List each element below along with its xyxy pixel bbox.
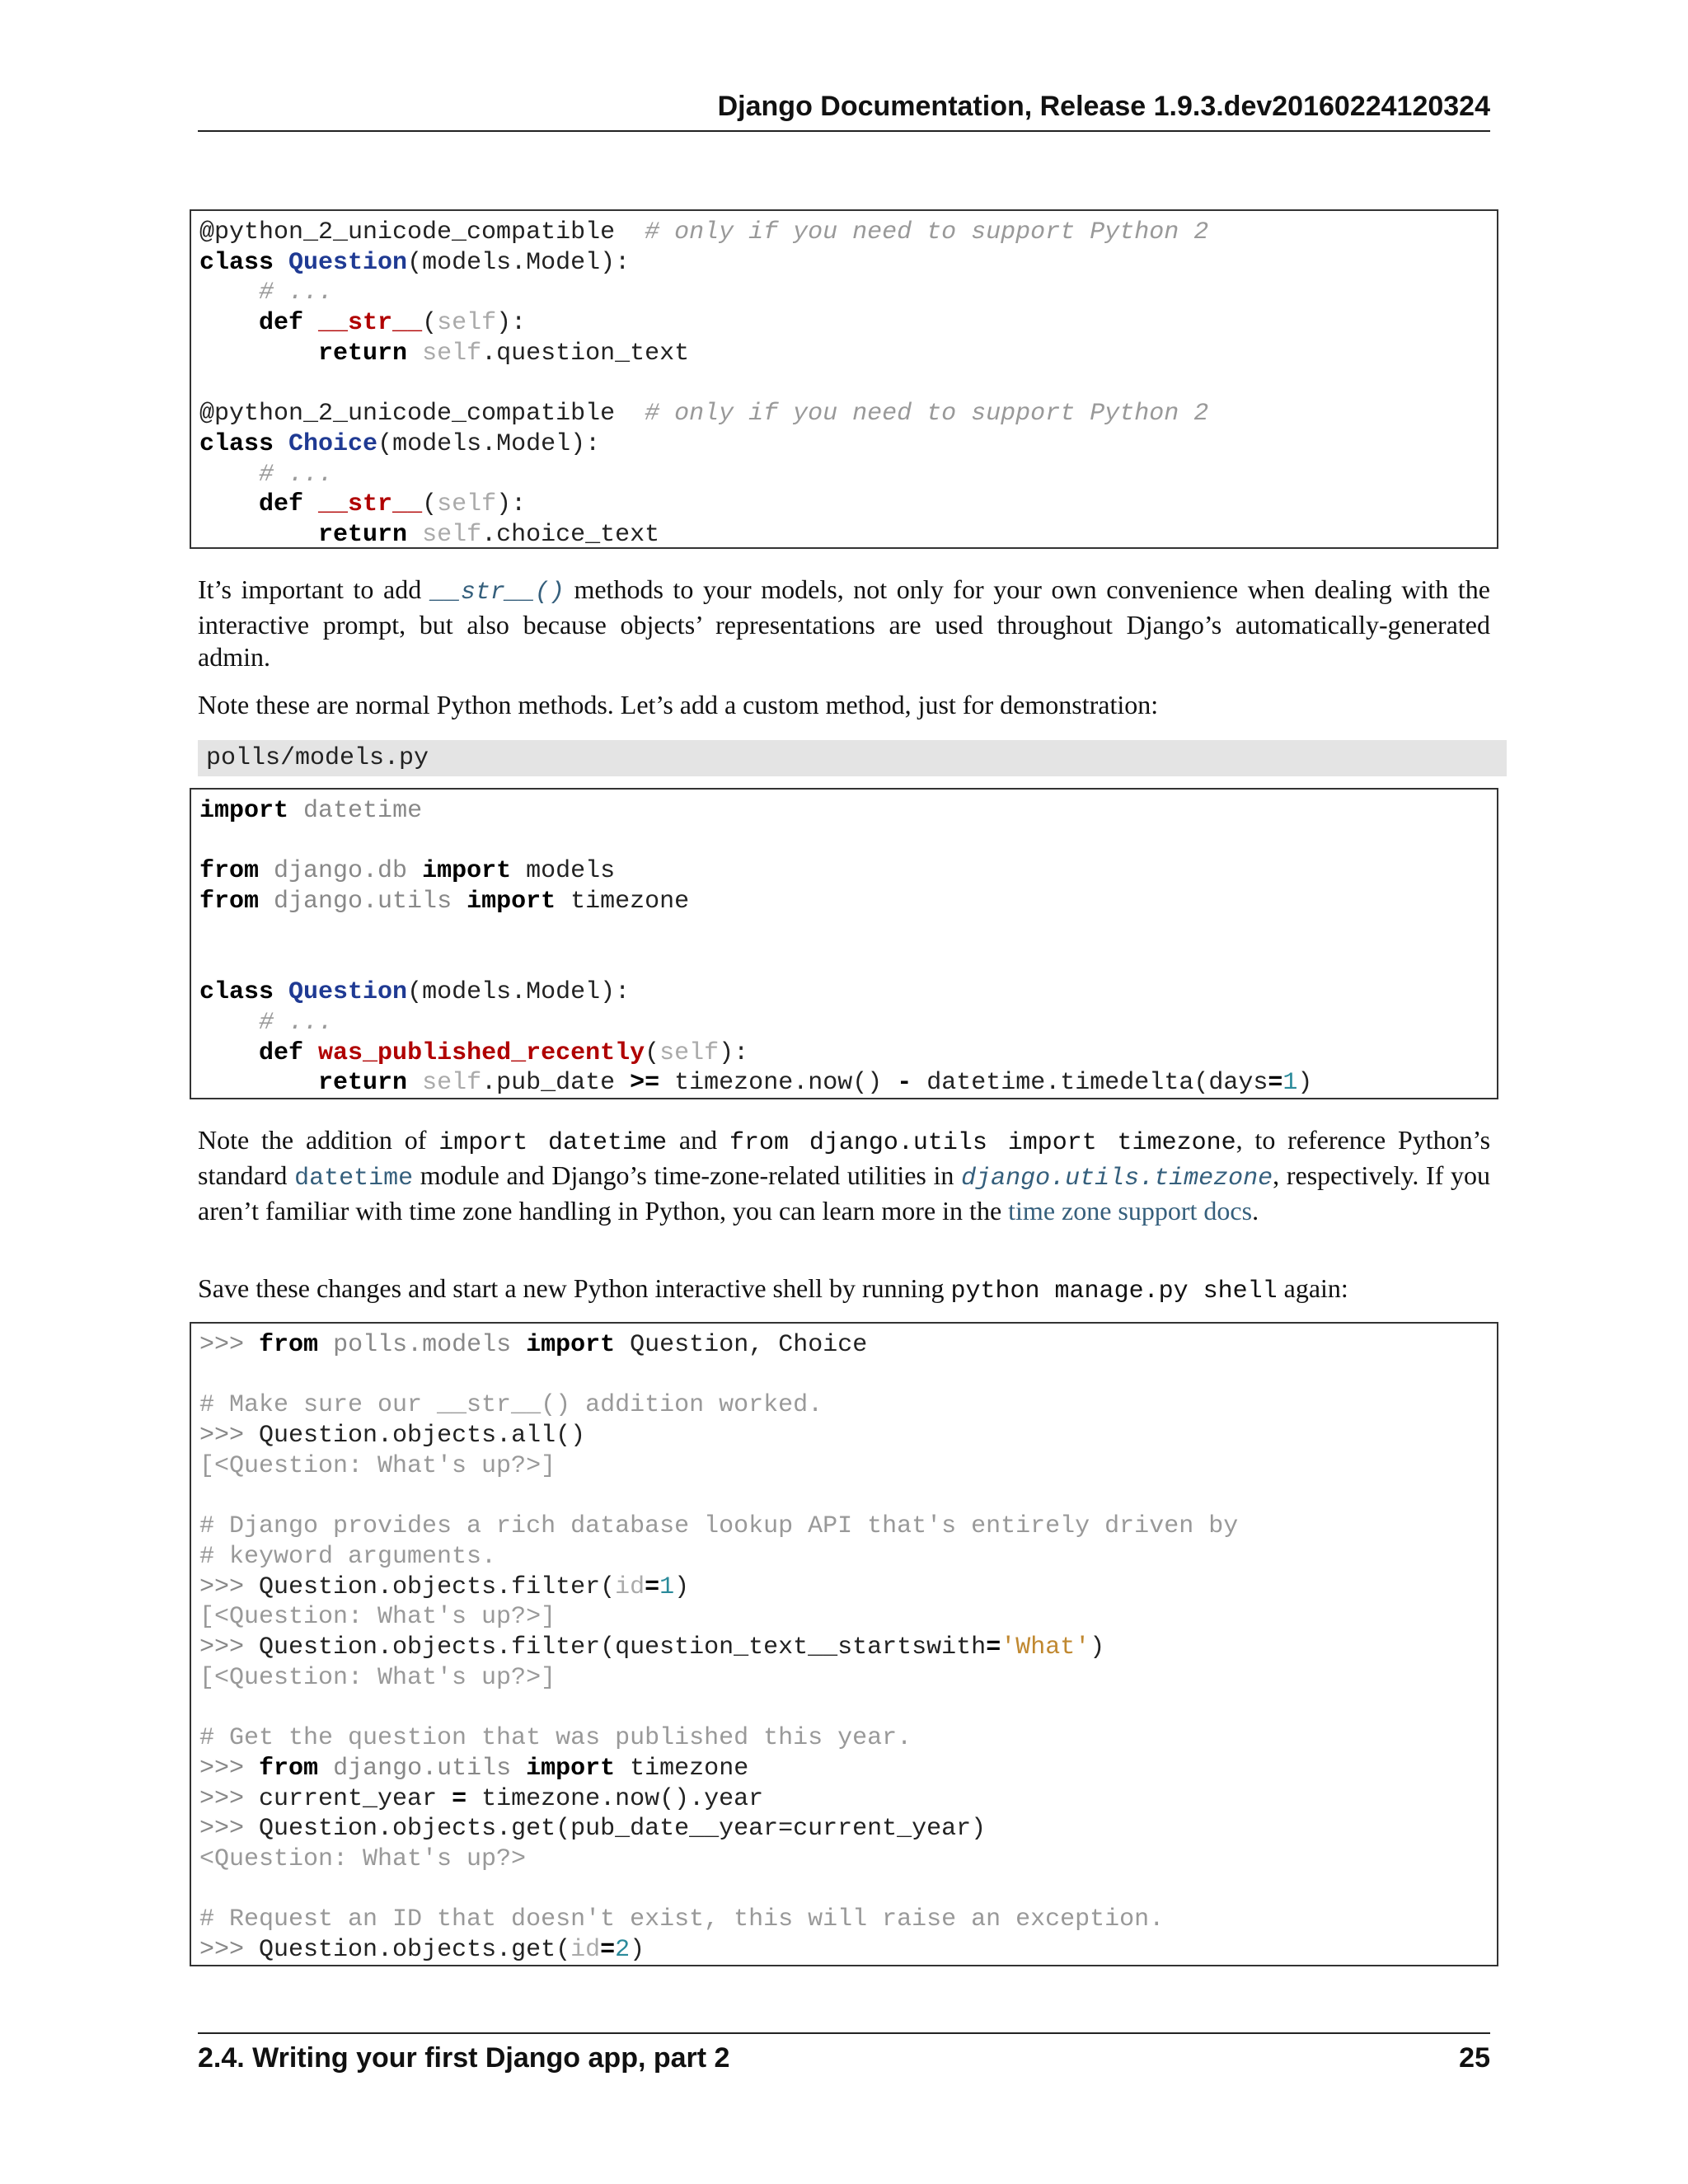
link-django-utils-timezone[interactable]: django.utils.timezone — [961, 1165, 1273, 1193]
code-block-shell-session: >>> from polls.models import Question, Choice # Make sure our __str__() addition worked. >>> Question.objects.all() [<Question: What's up?>] # Django provides a rich database lookup API that's entirely driven by # keyword arguments. >>> Question.objects.filter(id=1) [<Question: What's up?>] >>> Question.objects.filter(question_text__startswith='What') [<Question: What's up?>] # Get the question that was published this year. >>> from django.utils import timezone >>> current_year = timezone.now().year >>> Question.objects.get(pub_date__year=current_year) <Question: What's up?> # Request an ID that doesn't exist, this will raise an exception. >>> Question.objects.get(id=2) — [190, 1322, 1498, 1966]
paragraph-str-importance: It’s important to add __str__() methods to your models, not only for your own convenience when dealing with the interactive prompt, but also because objects’ representations are used throughout Django’s automatically-generated admin. — [198, 574, 1491, 672]
code-token: @python_2_unicode_compatible — [199, 218, 616, 246]
paragraph-start-shell: Save these changes and start a new Python interactive shell by running python manage.py shell again: — [198, 1273, 1348, 1305]
running-header: Django Documentation, Release 1.9.3.dev20160224120324 — [717, 91, 1490, 122]
paragraph-imports-note: Note the addition of import datetime and from django.utils import timezone, to reference Python’s standard datetime module and Django’s time-zone-related utilities in django.utils.timezone, respectively. If you aren’t familiar with time zone handling in Python, you can learn more in the time zone support docs. — [198, 1125, 1491, 1226]
link-time-zone-docs[interactable]: time zone support docs — [1008, 1196, 1253, 1226]
header-rule — [198, 130, 1490, 132]
code-filename-caption: polls/models.py — [198, 740, 1507, 776]
code-block-str-methods: @python_2_unicode_compatible # only if you need to support Python 2 class Question(models.Model): # ... def __str__(self): return self.question_text @python_2_unicode_compatible # only if you need to support Python 2 class Choice(models.Model): # ... def __str__(self): return self.choice_text — [190, 209, 1498, 549]
link-datetime-module[interactable]: datetime — [294, 1165, 414, 1193]
code-block-models-py: import datetime from django.db import models from django.utils import timezone class Question(models.Model): # ... def was_published_recently(self): return self.pub_date >= timezone.now() - datetime.timedelta(days=1) — [190, 788, 1498, 1099]
footer-section-title: 2.4. Writing your first Django app, part 2 — [198, 2042, 730, 2074]
paragraph-custom-method: Note these are normal Python methods. Let’s add a custom method, just for demonstration: — [198, 690, 1159, 719]
link-str-method[interactable]: __str__() — [430, 579, 565, 607]
code-comment: # only if you need to support Python 2 — [645, 218, 1209, 246]
footer-rule — [198, 2032, 1490, 2034]
page-number: 25 — [1459, 2042, 1490, 2074]
